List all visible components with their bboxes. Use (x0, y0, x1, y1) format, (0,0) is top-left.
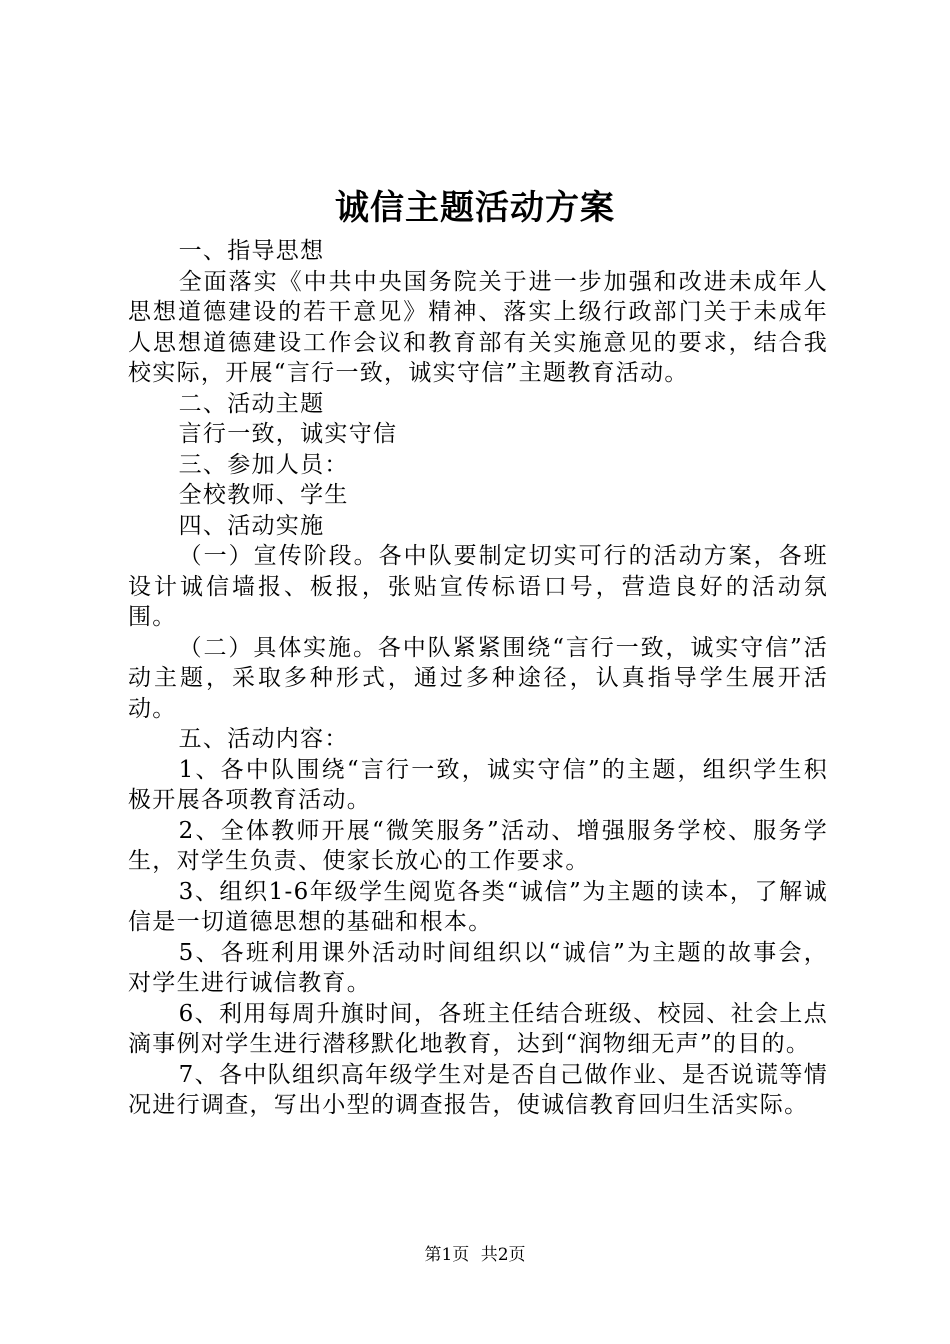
list-item: 6、利用每周升旗时间，各班主任结合班级、校园、社会上点滴事例对学生进行潜移默化地教育，达到“润物细无声”的目的。 (128, 1000, 828, 1057)
list-item: 3、组织1-6年级学生阅览各类“诚信”为主题的读本，了解诚信是一切道德思想的基础和根本。 (128, 878, 828, 935)
paragraph-theme: 言行一致，诚实守信 (178, 421, 398, 447)
paragraph-participants: 全校教师、学生 (178, 482, 349, 508)
document-body (128, 236, 828, 1121)
list-item: 1、各中队围绕“言行一致，诚实守信”的主题，组织学生积极开展各项教育活动。 (128, 756, 828, 813)
document-title: 诚信主题活动方案 (335, 188, 615, 228)
section-heading-theme: 二、活动主题 (178, 390, 325, 417)
section-heading-implementation: 四、活动实施 (178, 512, 325, 539)
page-footer (0, 1240, 950, 1270)
paragraph-publicity-stage: （一）宣传阶段。各中队要制定切实可行的活动方案，各班设计诚信墙报、板报，张贴宣传标语口号，营造良好的活动氛围。 (128, 543, 828, 630)
paragraph-guiding-ideology: 全面落实《中共中央国务院关于进一步加强和改进未成年人思想道德建设的若干意见》精神、落实上级行政部门关于未成年人思想道德建设工作会议和教育部有关实施意见的要求，结合我校实际，开展“言行一致，诚实守信”主题教育活动。 (128, 268, 828, 386)
list-item: 7、各中队组织高年级学生对是否自己做作业、是否说谎等情况进行调查，写出小型的调查报告，使诚信教育回归生活实际。 (128, 1061, 828, 1118)
list-item: 2、全体教师开展“微笑服务”活动、增强服务学校、服务学生，对学生负责、使家长放心的工作要求。 (128, 817, 828, 874)
section-heading-participants: 三、参加人员： (178, 451, 349, 478)
list-item: 5、各班利用课外活动时间组织以“诚信”为主题的故事会，对学生进行诚信教育。 (128, 939, 828, 996)
page-number: 第1页 (424, 1245, 470, 1265)
paragraph-specific-implementation: （二）具体实施。各中队紧紧围绕“言行一致，诚实守信”活动主题，采取多种形式，通过多种途径，认真指导学生展开活动。 (128, 634, 828, 722)
page-total: 共2页 (480, 1245, 526, 1265)
section-heading-guiding-ideology: 一、指导思想 (178, 238, 325, 264)
section-heading-content: 五、活动内容： (178, 726, 349, 752)
